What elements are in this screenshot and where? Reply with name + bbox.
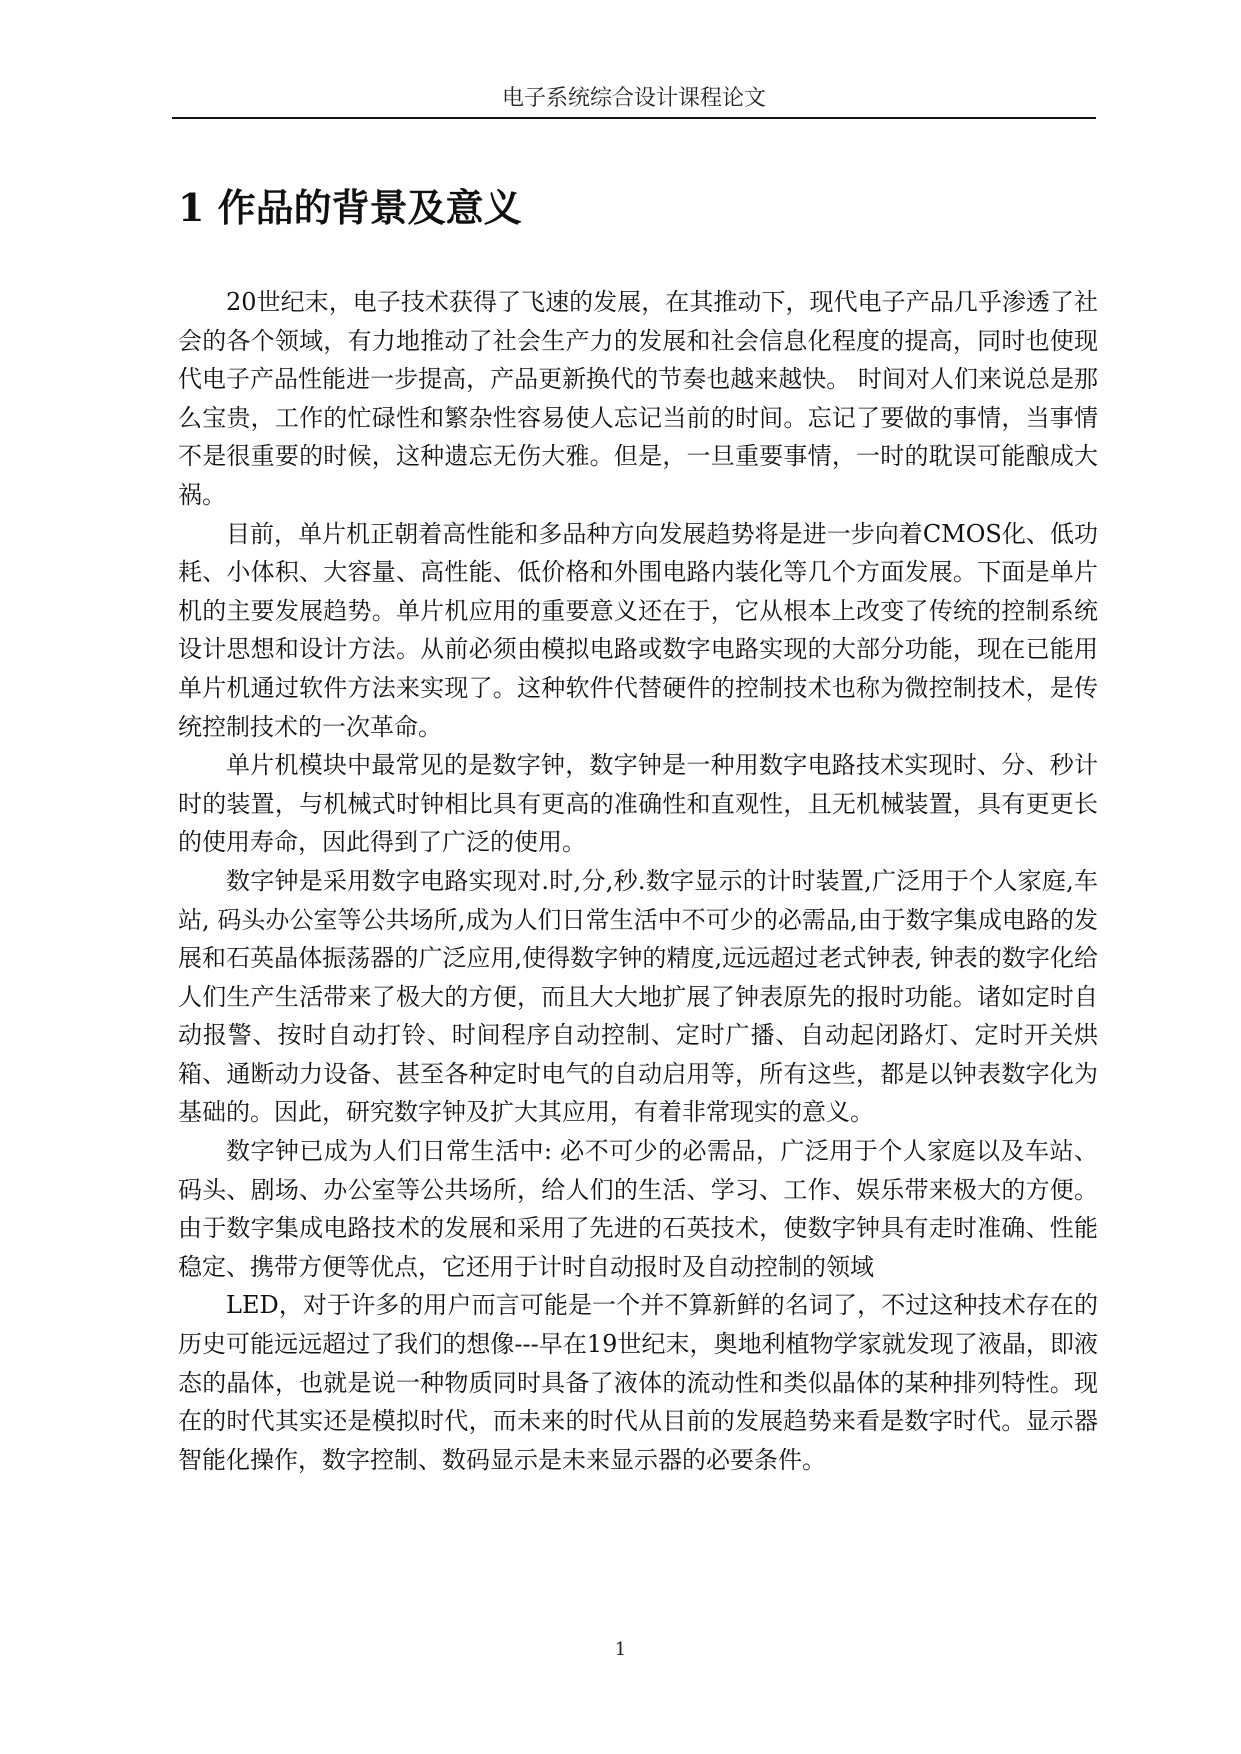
section-title: 1 作品的背景及意义	[178, 185, 522, 230]
running-header: 电子系统综合设计课程论文	[501, 86, 766, 111]
paragraph-4: 数字钟是采用数字电路实现对.时,分,秒.数字显示的计时装置,广泛用于个人家庭,车站, 码头办公室等公共场所,成为人们日常生活中不可少的必需品,由于数字集成电路的发展和石英晶体振荡器的广泛应用,使得数字钟的精度,远远超过老式钟表, 钟表的数字化给人们生产生活带来了极大的方便，而且大大地扩展了钟表原先的报时功能。诸如定时自动报警、按时自动打铃、时间程序自动控制、定时广播、自动起闭路灯、定时开关烘箱、通断动力设备、甚至各种定时电气的自动启用等，所有这些，都是以钟表数字化为基础的。因此，研究数字钟及扩大其应用，有着非常现实的意义。	[178, 866, 1098, 1127]
paragraph-5: 数字钟已成为人们日常生活中: 必不可少的必需品，广泛用于个人家庭以及车站、码头、剧场、办公室等公共场所，给人们的生活、学习、工作、娱乐带来极大的方便。由于数字集成电路技术的发展和采用了先进的石英技术，使数字钟具有走时准确、性能稳定、携带方便等优点，它还用于计时自动报时及自动控制的领域	[178, 1137, 1098, 1281]
paragraph-1: 20世纪末，电子技术获得了飞速的发展，在其推动下，现代电子产品几乎渗透了社会的各个领域，有力地推动了社会生产力的发展和社会信息化程度的提高，同时也使现代电子产品性能进一步提高，产品更新换代的节奏也越来越快。 时间对人们来说总是那么宝贵，工作的忙碌性和繁杂性容易使人忘记当前的时间。忘记了要做的事情，当事情不是很重要的时候，这种遗忘无伤大雅。但是，一旦重要事情，一时的耽误可能酿成大祸。	[178, 288, 1098, 509]
paragraph-3: 单片机模块中最常见的是数字钟，数字钟是一种用数字电路技术实现时、分、秒计时的装置，与机械式时钟相比具有更高的准确性和直观性，且无机械装置，具有更更长的使用寿命，因此得到了广泛的使用。	[178, 751, 1098, 857]
page-number: 1	[614, 1639, 627, 1660]
paragraph-2: 目前，单片机正朝着高性能和多品种方向发展趋势将是进一步向着CMOS化、低功耗、小体积、大容量、高性能、低价格和外围电路内装化等几个方面发展。下面是单片机的主要发展趋势。单片机应用的重要意义还在于，它从根本上改变了传统的控制系统设计思想和设计方法。从前必须由模拟电路或数字电路实现的大部分功能，现在已能用单片机通过软件方法来实现了。这种软件代替硬件的控制技术也称为微控制技术，是传统控制技术的一次革命。	[178, 519, 1098, 741]
body-text	[178, 283, 1098, 1479]
header-rule	[172, 117, 1096, 119]
paragraph-6: LED，对于许多的用户而言可能是一个并不算新鲜的名词了，不过这种技术存在的历史可能远远超过了我们的想像---早在19世纪末，奥地利植物学家就发现了液晶，即液态的晶体，也就是说一种物质同时具备了液体的流动性和类似晶体的某种排列特性。现在的时代其实还是模拟时代，而未来的时代从目前的发展趋势来看是数字时代。显示器智能化操作，数字控制、数码显示是未来显示器的必要条件。	[178, 1291, 1098, 1474]
